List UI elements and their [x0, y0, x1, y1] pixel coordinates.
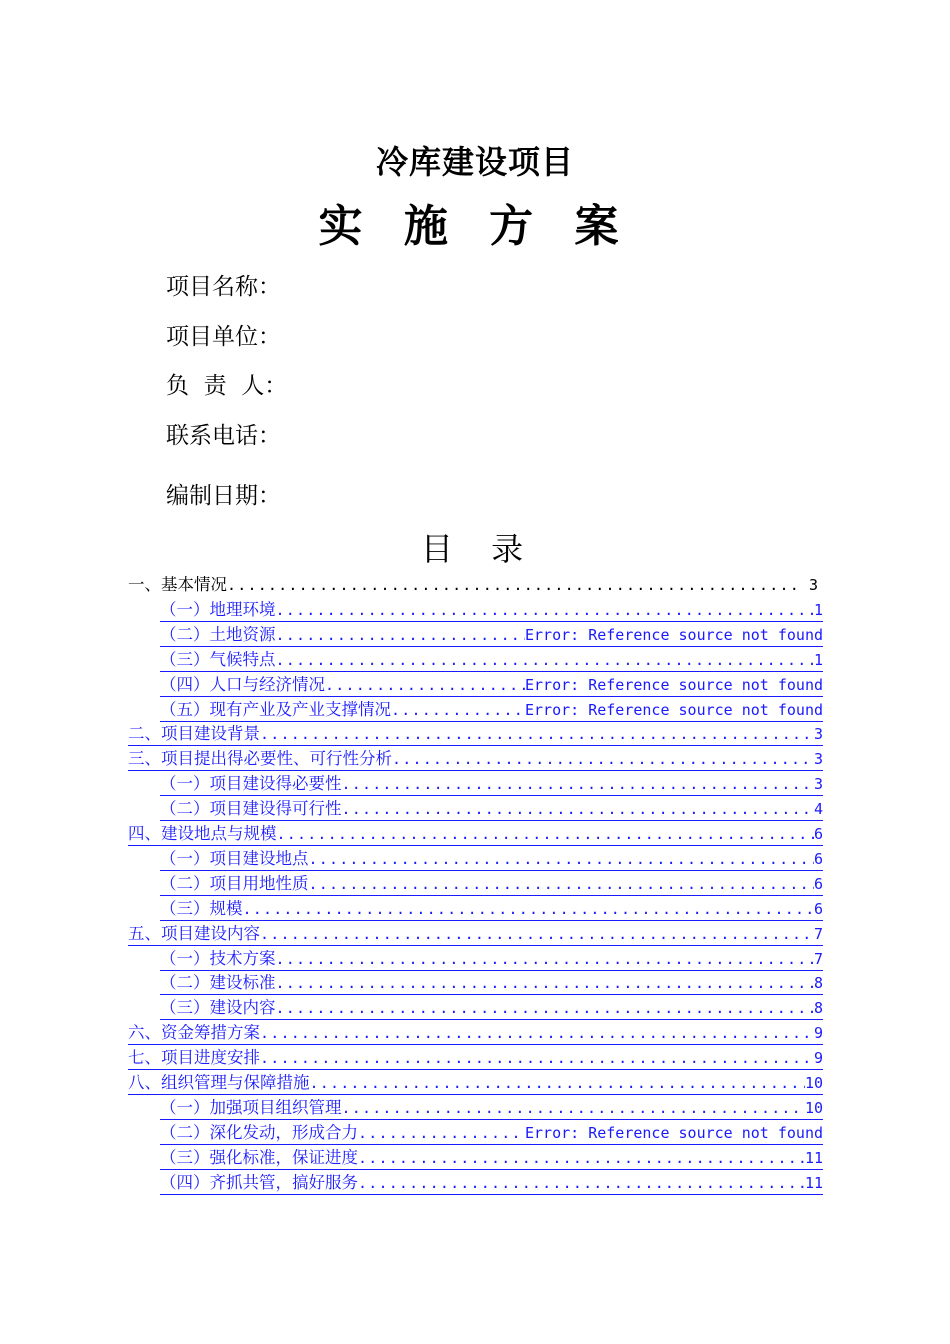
toc-entry[interactable] — [160, 846, 823, 871]
toc-entry[interactable] — [128, 721, 823, 746]
field-project-unit: 项目单位： — [166, 324, 281, 350]
toc-entry-page: 6 — [813, 825, 823, 843]
toc-entry-page: 3 — [808, 576, 818, 594]
toc-entry-label: （一）加强项目组织管理 — [160, 1097, 342, 1117]
document-title: 冷库建设项目 — [375, 143, 574, 181]
toc-entry-page: 1 — [813, 600, 823, 619]
toc-entry[interactable] — [128, 821, 823, 846]
toc-dot-leader — [276, 649, 814, 671]
toc-entry-label: 七、项目进度安排 — [128, 1048, 260, 1068]
toc-entry-label: 三、项目提出得必要性、可行性分析 — [128, 749, 392, 769]
toc-entry[interactable] — [128, 1020, 823, 1045]
toc-entry[interactable] — [160, 672, 823, 697]
toc-dot-leader — [243, 898, 814, 920]
toc-entry-page: 10 — [804, 1098, 823, 1117]
toc-entry-page: 1 — [813, 650, 823, 669]
toc-entry-page: 11 — [804, 1148, 823, 1167]
toc-entry-page: Error: Reference source not found — [524, 675, 823, 694]
toc-dot-leader — [309, 873, 814, 895]
toc-entry[interactable] — [160, 1170, 823, 1195]
toc-entry-page: 4 — [813, 800, 823, 819]
toc-entry[interactable] — [160, 647, 823, 672]
toc-entry-label: （四）人口与经济情况 — [160, 674, 325, 694]
toc-dot-leader — [358, 1147, 805, 1169]
toc-entry-label: （一）地理环境 — [160, 599, 276, 619]
toc-entry-page: 8 — [813, 974, 823, 993]
toc-entry[interactable] — [160, 1145, 823, 1170]
toc-dot-leader — [276, 948, 814, 970]
toc-entry-label: （一）项目建设得必要性 — [160, 774, 342, 794]
document-subtitle: 实 施 方 案 — [318, 201, 632, 252]
toc-entry[interactable] — [160, 995, 823, 1020]
toc-entry-label: （二）深化发动，形成合力 — [160, 1122, 358, 1142]
toc-entry-label: （一）项目建设地点 — [160, 848, 309, 868]
toc-entry-page: 3 — [813, 725, 823, 744]
toc-dot-leader — [342, 1097, 805, 1119]
toc-entry-page: 3 — [813, 775, 823, 794]
toc-dot-leader — [391, 699, 525, 721]
toc-dot-leader — [342, 773, 814, 795]
toc-entry-page: 9 — [813, 1049, 823, 1068]
toc-dot-leader — [325, 674, 525, 696]
toc-dot-leader — [358, 1172, 805, 1194]
toc-entry-page: 6 — [813, 849, 823, 868]
toc-dot-leader — [276, 997, 814, 1019]
toc-entry-label: 六、资金筹措方案 — [128, 1023, 260, 1043]
toc-entry[interactable] — [128, 746, 823, 771]
field-compile-date: 编制日期： — [166, 483, 281, 509]
toc-entry[interactable] — [160, 896, 823, 921]
toc-dot-leader — [260, 723, 814, 745]
toc-entry-label: （一）技术方案 — [160, 948, 276, 968]
toc-dot-leader — [277, 823, 814, 845]
toc-entry[interactable] — [160, 622, 823, 647]
toc-entry-label: （二）建设标准 — [160, 973, 276, 993]
field-project-name: 项目名称： — [166, 274, 281, 300]
toc-dot-leader — [260, 923, 814, 945]
toc-entry-page: 8 — [813, 999, 823, 1018]
toc-entry — [128, 572, 818, 596]
toc-entry-page: 6 — [813, 874, 823, 893]
toc-entry-label: 四、建设地点与规模 — [128, 824, 277, 843]
toc-dot-leader — [392, 748, 814, 770]
toc-entry-label: 二、项目建设背景 — [128, 724, 260, 744]
toc-dot-leader — [342, 798, 814, 820]
toc-entry-page: 9 — [813, 1024, 823, 1043]
toc-entry-label: （五）现有产业及产业支撑情况 — [160, 699, 391, 719]
toc-entry[interactable] — [160, 796, 823, 821]
toc-entry-label: 八、组织管理与保障措施 — [128, 1073, 310, 1092]
toc-entry-label: （三）气候特点 — [160, 649, 276, 669]
toc-entry-page: 11 — [804, 1173, 823, 1192]
toc-entry-page: 3 — [813, 750, 823, 769]
field-person-in-charge: 负 责 人： — [166, 373, 288, 399]
toc-entry-page: Error: Reference source not found — [524, 700, 823, 719]
toc-entry[interactable] — [160, 1120, 823, 1145]
toc-entry[interactable] — [128, 1045, 823, 1070]
toc-heading: 目 录 — [420, 530, 530, 568]
toc-entry[interactable] — [160, 771, 823, 796]
toc-dot-leader — [260, 1047, 814, 1069]
toc-entry-page: 10 — [804, 1074, 823, 1092]
toc-entry[interactable] — [160, 871, 823, 896]
toc-entry[interactable] — [160, 697, 823, 722]
toc-entry[interactable] — [160, 946, 823, 971]
toc-entry[interactable] — [160, 1095, 823, 1120]
toc-entry-page: Error: Reference source not found — [524, 1123, 823, 1142]
toc-entry-label: 五、项目建设内容 — [128, 923, 260, 943]
toc-dot-leader — [260, 1022, 814, 1044]
toc-entry-label: （二）项目建设得可行性 — [160, 799, 342, 819]
toc-entry-label: （二）土地资源 — [160, 624, 276, 644]
toc-entry[interactable] — [160, 597, 823, 622]
toc-entry[interactable] — [160, 970, 823, 995]
toc-entry-label: （四）齐抓共管，搞好服务 — [160, 1172, 358, 1192]
toc-entry[interactable] — [128, 1070, 823, 1095]
toc-dot-leader — [309, 848, 814, 870]
toc-entry-label: （三）建设内容 — [160, 998, 276, 1018]
toc-dot-leader — [310, 1072, 805, 1094]
field-contact-phone: 联系电话： — [166, 423, 281, 449]
toc-entry-label: （三）强化标准，保证进度 — [160, 1147, 358, 1167]
toc-dot-leader — [276, 599, 814, 621]
toc-dot-leader — [227, 574, 803, 596]
toc-entry-label: 一、基本情况 — [128, 575, 227, 594]
toc-entry[interactable] — [128, 921, 823, 946]
toc-entry-page: 6 — [813, 899, 823, 918]
toc-entry-page: 7 — [813, 924, 823, 943]
toc-dot-leader — [358, 1122, 525, 1144]
toc-dot-leader — [276, 972, 814, 994]
toc-entry-label: （二）项目用地性质 — [160, 873, 309, 893]
toc-entry-page: Error: Reference source not found — [524, 625, 823, 644]
toc-entry-label: （三）规模 — [160, 898, 243, 918]
toc-dot-leader — [276, 624, 525, 646]
toc-entry-page: 7 — [813, 949, 823, 968]
